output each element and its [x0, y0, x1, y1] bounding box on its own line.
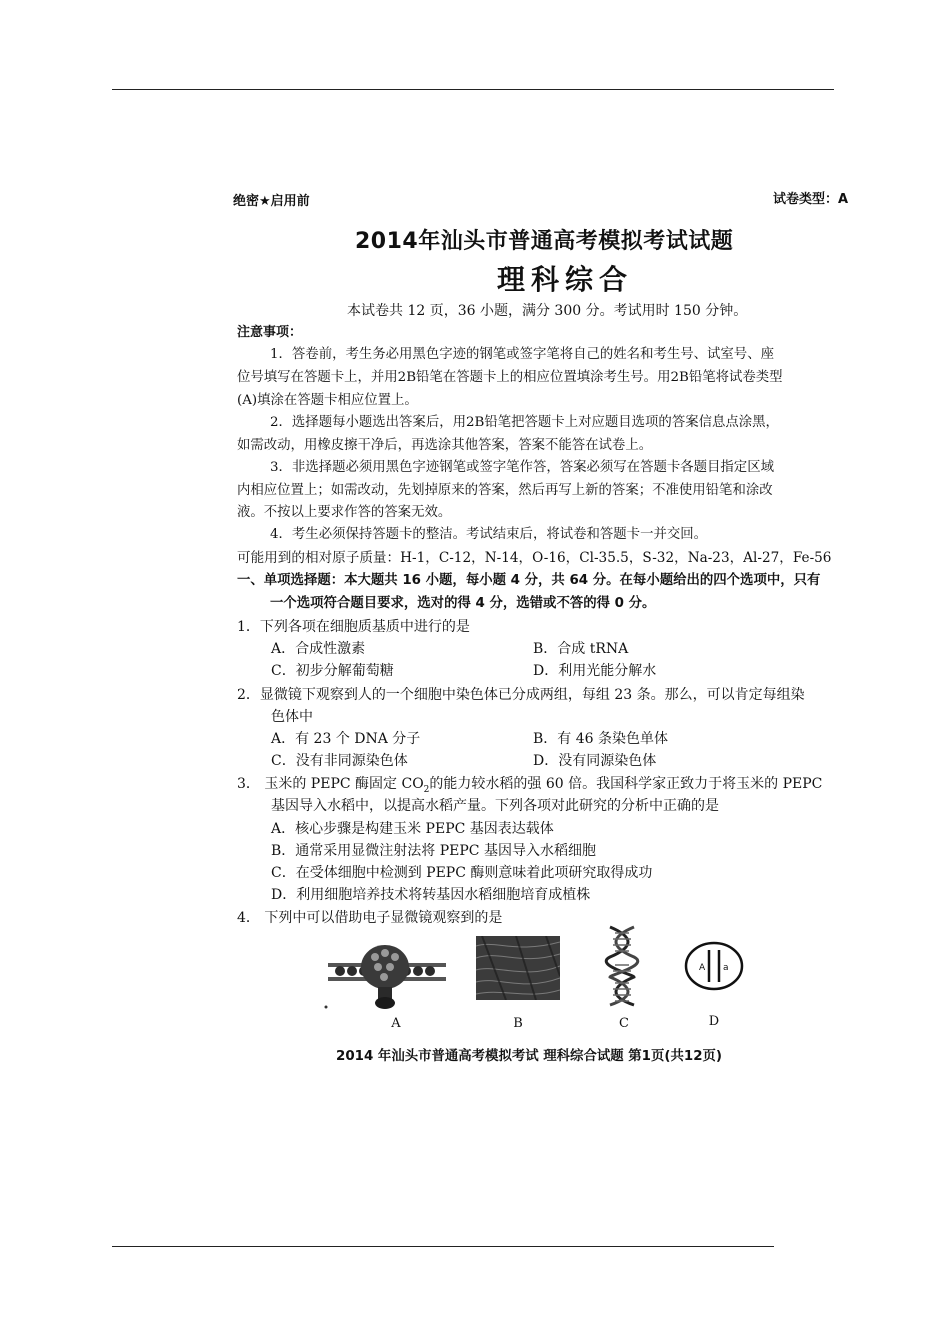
page-title: 2014年汕头市普通高考模拟考试试题 — [355, 229, 734, 254]
notice-item-2-line-2: 如需改动，用橡皮擦干净后，再选涂其他答案，答案不能答在试卷上。 — [237, 438, 653, 453]
figure-a-label: A — [391, 1016, 401, 1031]
question-1-stem: 1．下列各项在细胞质基质中进行的是 — [237, 619, 470, 635]
figure-b-micrograph — [476, 936, 560, 1000]
svg-text:a: a — [723, 963, 729, 973]
svg-text:A: A — [699, 963, 706, 973]
question-3-option-d: D．利用细胞培养技术将转基因水稻细胞培育成植株 — [271, 887, 591, 903]
figure-d-cell-chromosomes — [683, 940, 745, 992]
question-2-option-b: B．有 46 条染色单体 — [533, 731, 669, 747]
question-1-option-d: D．利用光能分解水 — [533, 663, 657, 679]
co2-subscript: 2 — [423, 784, 430, 795]
question-2-option-c: C．没有非同源染色体 — [271, 753, 408, 769]
question-2-stem-line-2: 色体中 — [271, 709, 313, 725]
question-1-option-c: C．初步分解葡萄糖 — [271, 663, 394, 679]
top-rule — [112, 89, 834, 90]
question-3-stem-post: 的能力较水稻的强 60 倍。我国科学家正致力于将玉米的 PEPC — [429, 776, 823, 792]
figure-c-label: C — [619, 1016, 629, 1031]
notice-item-3-line-3: 液。不按以上要求作答的答案无效。 — [237, 505, 452, 520]
atomic-masses: 可能用到的相对原子质量：H-1，C-12，N-14，O-16，Cl-35.5，S-32，Na-23，Al-27，Fe-56 — [237, 550, 832, 566]
notice-item-3-line-1: 3．非选择题必须用黑色字迹钢笔或签字笔作答，答案必须写在答题卡各题目指定区域 — [270, 460, 774, 475]
figure-d-label: D — [708, 1014, 720, 1029]
question-3-option-a: A．核心步骤是构建玉米 PEPC 基因表达载体 — [271, 821, 554, 837]
section-heading-line-1: 一、单项选择题：本大题共 16 小题，每小题 4 分，共 64 分。在每小题给出的四个选项中，只有 — [237, 573, 821, 588]
question-3-option-c: C．在受体细胞中检测到 PEPC 酶则意味着此项研究取得成功 — [271, 865, 653, 881]
question-3-stem-pre: 3． 玉米的 PEPC 酶固定 CO — [237, 776, 424, 792]
notice-item-1-line-2: 位号填写在答题卡上，并用2B铅笔在答题卡上的相应位置填涂考生号。用2B铅笔将试卷类型 — [237, 370, 783, 385]
notice-item-2-line-1: 2．选择题每小题选出答案后，用2B铅笔把答题卡上对应题目选项的答案信息点涂黑， — [270, 415, 779, 430]
question-3-option-b: B．通常采用显微注射法将 PEPC 基因导入水稻细胞 — [271, 843, 596, 859]
paper-type-label: 试卷类型：A — [773, 192, 849, 207]
page-subtitle: 理科综合 — [497, 263, 634, 296]
question-4-stem: 4． 下列中可以借助电子显微镜观察到的是 — [237, 910, 503, 926]
notice-item-4-line-1: 4．考生必须保持答题卡的整洁。考试结束后，将试卷和答题卡一并交回。 — [270, 527, 708, 542]
notice-item-1-line-1: 1．答卷前，考生务必用黑色字迹的钢笔或签字笔将自己的姓名和考生号、试室号、座 — [270, 347, 774, 362]
notice-item-3-line-2: 内相应位置上；如需改动，先划掉原来的答案，然后再写上新的答案；不准使用铅笔和涂改 — [237, 483, 773, 498]
page-footer: 2014 年汕头市普通高考模拟考试 理科综合试题 第1页(共12页) — [336, 1049, 723, 1064]
bottom-rule — [112, 1246, 774, 1247]
question-2-option-a: A．有 23 个 DNA 分子 — [271, 731, 421, 747]
notice-item-1-line-3: (A)填涂在答题卡相应位置上。 — [237, 393, 418, 408]
exam-intro: 本试卷共 12 页，36 小题，满分 300 分。考试用时 150 分钟。 — [347, 303, 748, 319]
secrecy-label: 绝密★启用前 — [233, 194, 310, 209]
figure-b-label: B — [513, 1016, 523, 1031]
question-2-option-d: D．没有同源染色体 — [533, 753, 657, 769]
notice-heading: 注意事项： — [237, 325, 303, 340]
figure-a-membrane-protein-illustration — [320, 933, 450, 1013]
question-1-option-a: A．合成性激素 — [271, 641, 366, 657]
figure-c-dna-helix — [604, 925, 640, 1007]
question-1-option-b: B．合成 tRNA — [533, 641, 629, 657]
question-2-stem-line-1: 2．显微镜下观察到人的一个细胞中染色体已分成两组，每组 23 条。那么，可以肯定每组染 — [237, 687, 805, 703]
question-3-stem-line-2: 基因导入水稻中，以提高水稻产量。下列各项对此研究的分析中正确的是 — [271, 798, 719, 814]
section-heading-line-2: 一个选项符合题目要求，选对的得 4 分，选错或不答的得 0 分。 — [270, 596, 656, 611]
